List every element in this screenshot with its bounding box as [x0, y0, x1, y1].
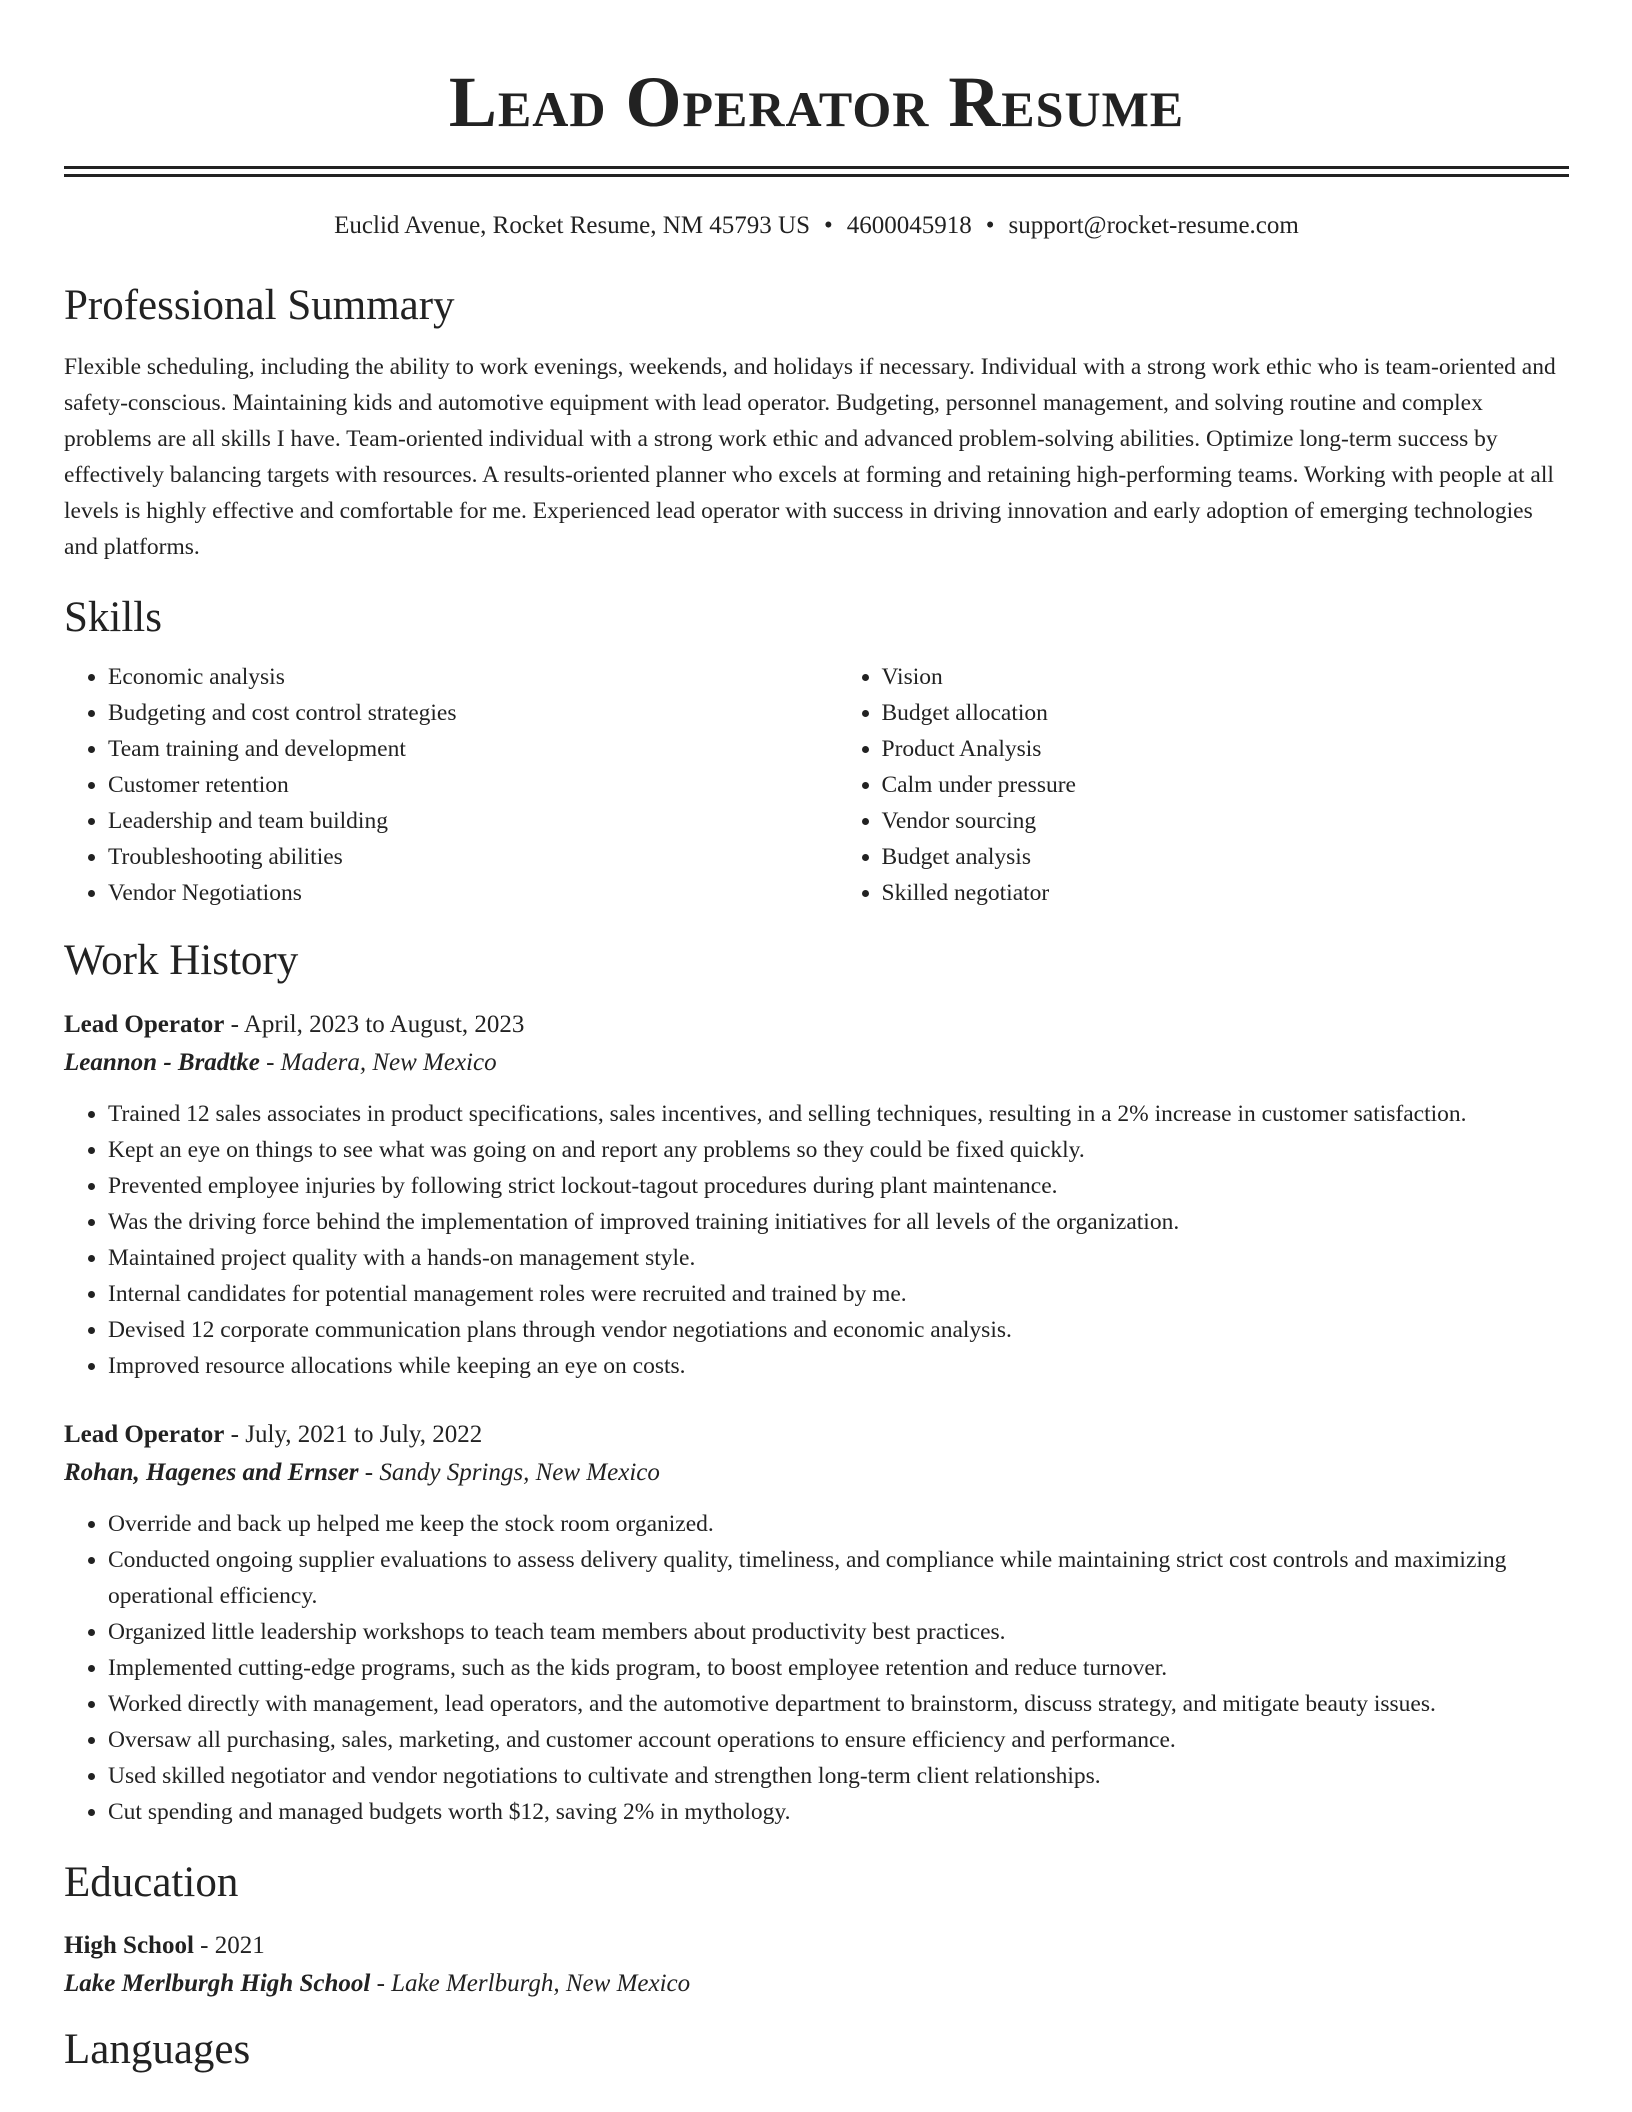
education-heading: Education: [64, 1859, 239, 1906]
job-entry: [64, 1006, 1569, 1384]
job-company-line: [64, 1454, 1569, 1492]
job-title: Lead Operator: [64, 1421, 225, 1448]
skills-column-right: [796, 659, 1570, 911]
duty-item: • Kept an eye on things to see what was going on and report any problems so they could be fixed quickly.: [108, 1132, 1569, 1168]
duty-item: • Devised 12 corporate communication plans through vendor negotiations and economic analysis.: [108, 1312, 1569, 1348]
skill-item: • Troubleshooting abilities: [108, 839, 796, 875]
job-entry: [64, 1416, 1569, 1830]
contact-separator: •: [985, 212, 995, 239]
resume-page: [64, 0, 1569, 2075]
skills-list: [64, 659, 1569, 911]
skill-item: • Team training and development: [108, 731, 796, 767]
skill-item: • Vendor sourcing: [882, 803, 1570, 839]
skill-item: • Leadership and team building: [108, 803, 796, 839]
resume-title: Lead Operator Resume: [448, 62, 1185, 142]
skill-item: • Vendor Negotiations: [108, 875, 796, 911]
duty-item: • Conducted ongoing supplier evaluations to assess delivery quality, timeliness, and compliance while maintaining strict cost controls and maximizing operational efficiency.: [108, 1542, 1569, 1614]
education-school: Lake Merlburgh High School: [64, 1970, 371, 1997]
duty-item: • Was the driving force behind the implementation of improved training initiatives for all levels of the organization.: [108, 1204, 1569, 1240]
skills-column-left: [64, 659, 796, 911]
duty-item: • Worked directly with management, lead operators, and the automotive department to brainstorm, discuss strategy, and mitigate beauty issues.: [108, 1686, 1569, 1722]
job-company-line: [64, 1044, 1569, 1082]
job-title-line: [64, 1006, 1569, 1044]
skill-item: • Budget analysis: [882, 839, 1570, 875]
summary-heading: Professional Summary: [64, 282, 455, 329]
duty-item: • Override and back up helped me keep the stock room organized.: [108, 1506, 1569, 1542]
duty-item: • Improved resource allocations while keeping an eye on costs.: [108, 1348, 1569, 1384]
title-divider: [64, 166, 1569, 177]
skill-item: • Customer retention: [108, 767, 796, 803]
summary-text: Flexible scheduling, including the ability to work evenings, weekends, and holidays if necessary. Individual with a strong work ethic who is team-oriented and safety-conscious. Maintaining kids and automotive equipment with lead operator. Budgeting, personnel management, and solving routine and complex problems are all skills I have. Team-oriented individual with a strong work ethic and advanced problem-solving abilities. Optimize long-term success by effectively balancing targets with resources. A results-oriented planner who excels at forming and retaining high-performing teams. Working with people at all levels is highly effective and comfortable for me. Experienced lead operator with success in driving innovation and early adoption of emerging technologies and platforms.: [64, 354, 1556, 560]
job-dates: - July, 2021 to July, 2022: [224, 1421, 483, 1448]
duty-item: • Organized little leadership workshops to teach team members about productivity best practices.: [108, 1614, 1569, 1650]
job-duties: [64, 1096, 1569, 1384]
contact-separator: •: [824, 212, 833, 239]
contact-phone: 4600045918: [846, 212, 972, 239]
job-title-line: [64, 1416, 1569, 1454]
job-location: - Madera, New Mexico: [259, 1049, 497, 1076]
duty-item: • Trained 12 sales associates in product specifications, sales incentives, and selling techniques, resulting in a 2% increase in customer satisfaction.: [108, 1096, 1569, 1132]
education-entry: [64, 1927, 1569, 2003]
duty-item: • Cut spending and managed budgets worth $12, saving 2% in mythology.: [108, 1794, 1569, 1830]
skill-item: • Calm under pressure: [882, 767, 1570, 803]
job-dates: - April, 2023 to August, 2023: [224, 1011, 525, 1038]
contact-line: [64, 210, 1569, 242]
job-company: Leannon - Bradtke: [64, 1049, 260, 1076]
job-company: Rohan, Hagenes and Ernser: [64, 1459, 359, 1486]
duty-item: • Prevented employee injuries by following strict lockout-tagout procedures during plant maintenance.: [108, 1168, 1569, 1204]
contact-address: Euclid Avenue, Rocket Resume, NM 45793 US: [334, 212, 811, 239]
education-degree-line: [64, 1927, 1569, 1965]
skill-item: • Budget allocation: [882, 695, 1570, 731]
skills-heading: Skills: [64, 594, 162, 641]
languages-heading: Languages: [64, 2026, 251, 2073]
education-year: - 2021: [193, 1932, 265, 1959]
work-history-heading: Work History: [64, 937, 299, 984]
skill-item: • Skilled negotiator: [882, 875, 1570, 911]
education-location: - Lake Merlburgh, New Mexico: [370, 1970, 691, 1997]
job-title: Lead Operator: [64, 1011, 225, 1038]
duty-item: • Internal candidates for potential management roles were recruited and trained by me.: [108, 1276, 1569, 1312]
duty-item: • Used skilled negotiator and vendor negotiations to cultivate and strengthen long-term client relationships.: [108, 1758, 1569, 1794]
contact-email: support@rocket-resume.com: [1008, 212, 1299, 239]
duty-item: • Oversaw all purchasing, sales, marketing, and customer account operations to ensure efficiency and performance.: [108, 1722, 1569, 1758]
education-degree: High School: [64, 1932, 194, 1959]
education-school-line: [64, 1965, 1569, 2003]
duty-item: • Maintained project quality with a hands-on management style.: [108, 1240, 1569, 1276]
job-location: - Sandy Springs, New Mexico: [358, 1459, 660, 1486]
job-duties: [64, 1506, 1569, 1830]
skill-item: • Vision: [882, 659, 1570, 695]
skill-item: • Product Analysis: [882, 731, 1570, 767]
duty-item: • Implemented cutting-edge programs, such as the kids program, to boost employee retention and reduce turnover.: [108, 1650, 1569, 1686]
skill-item: • Economic analysis: [108, 659, 796, 695]
skill-item: • Budgeting and cost control strategies: [108, 695, 796, 731]
